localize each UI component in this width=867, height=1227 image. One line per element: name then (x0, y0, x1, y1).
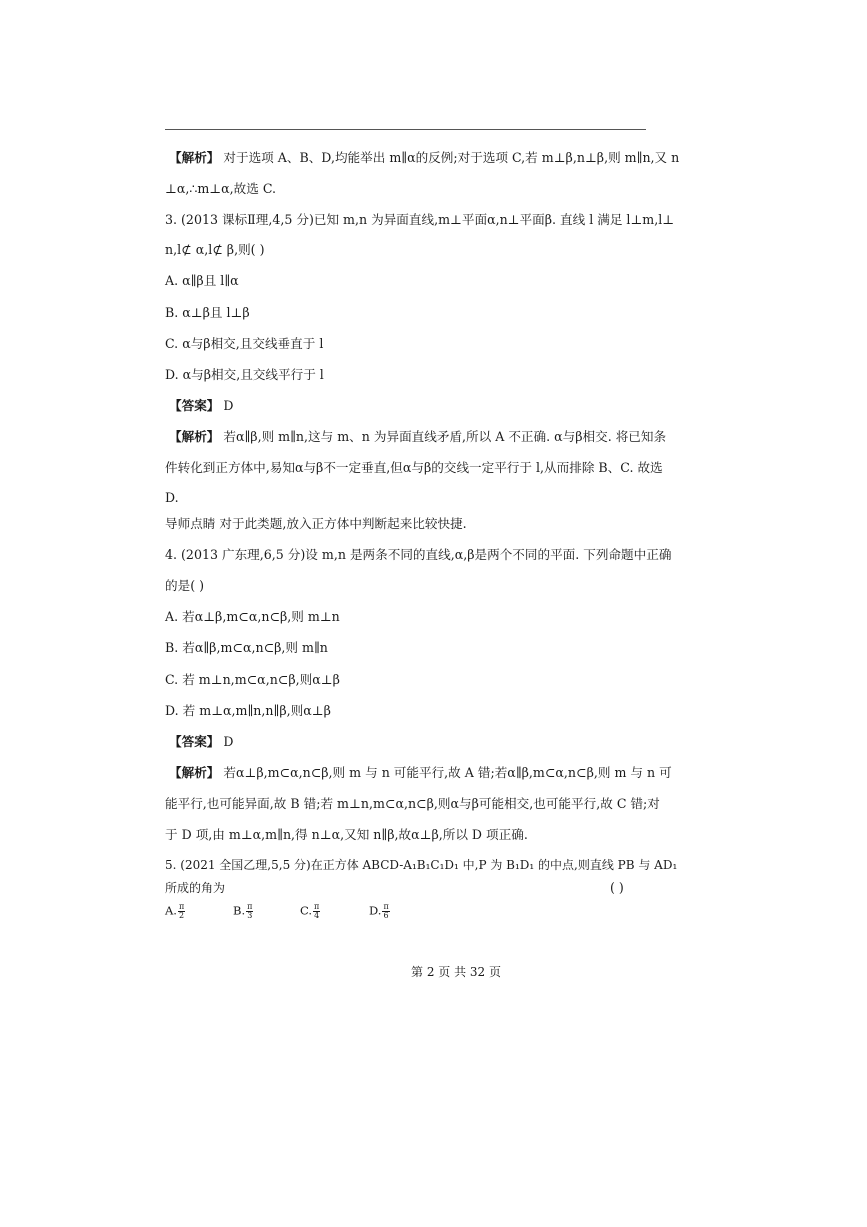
fraction (382, 903, 389, 920)
q5-stem-line-2: 所成的角为 (165, 881, 226, 895)
page-footer: 第 2 页 共 32 页 (411, 965, 501, 979)
q4-option-d: D. 若 m⊥α,m∥n,n∥β,则α⊥β (165, 703, 331, 718)
q2-analysis-line-2: ⊥α,∴m⊥α,故选 C. (165, 181, 277, 196)
q2-analysis-line-1 (169, 150, 679, 166)
q3-stem-line-2: n,l⊄ α,l⊄ β,则( ) (165, 242, 265, 257)
analysis-text: 若α⊥β,m⊂α,n⊂β,则 m 与 n 可能平行,故 A 错;若α∥β,m⊂α,n⊂β,则 m 与 n 可 (219, 765, 672, 780)
fraction-denominator: 2 (179, 911, 185, 920)
fraction-denominator: 3 (247, 911, 253, 920)
q5-answer-paren: ( ) (610, 880, 624, 895)
q3-answer (169, 398, 233, 414)
fraction (313, 903, 320, 920)
q5-option-d (369, 903, 390, 920)
analysis-tag: 【解析】 (169, 765, 220, 780)
fraction-denominator: 6 (383, 911, 389, 920)
option-label: A. (165, 903, 177, 918)
fraction-denominator: 4 (314, 911, 320, 920)
q4-stem-line-1: 4. (2013 广东理,6,5 分)设 m,n 是两条不同的直线,α,β是两个不同的平面. 下列命题中正确 (165, 547, 672, 562)
q5-option-b (233, 903, 253, 920)
q4-analysis-line-1 (169, 765, 672, 781)
q3-analysis-line-2: 件转化到正方体中,易知α与β不一定垂直,但α与β的交线一定平行于 l,从而排除 B、C. 故选 (165, 460, 663, 475)
analysis-text: 若α∥β,则 m∥n,这与 m、n 为异面直线矛盾,所以 A 不正确. α与β相交. 将已知条 (219, 429, 667, 444)
answer-tag: 【答案】 (169, 734, 220, 749)
fraction (246, 903, 253, 920)
q4-option-a: A. 若α⊥β,m⊂α,n⊂β,则 m⊥n (165, 609, 340, 624)
q5-option-c (300, 903, 320, 920)
fraction-numerator: π (247, 902, 253, 911)
q3-option-d: D. α与β相交,且交线平行于 l (165, 367, 324, 382)
answer-value: D (219, 398, 234, 413)
analysis-tag: 【解析】 (169, 150, 220, 165)
q4-stem-line-2: 的是( ) (165, 578, 205, 593)
q4-analysis-line-2: 能平行,也可能异面,故 B 错;若 m⊥n,m⊂α,n⊂β,则α与β可能相交,也可能平行,故 C 错;对 (165, 796, 660, 811)
q4-answer (169, 734, 233, 750)
q3-analysis-line-1 (169, 429, 666, 445)
q4-option-c: C. 若 m⊥n,m⊂α,n⊂β,则α⊥β (165, 672, 340, 687)
fraction (178, 903, 185, 920)
answer-value: D (219, 734, 234, 749)
q4-option-b: B. 若α∥β,m⊂α,n⊂β,则 m∥n (165, 640, 328, 655)
q3-option-a: A. α∥β且 l∥α (165, 273, 239, 288)
q3-analysis-line-3: D. (165, 490, 179, 505)
analysis-text: 对于选项 A、B、D,均能举出 m∥α的反例;对于选项 C,若 m⊥β,n⊥β,则 m∥n,又 n (219, 150, 680, 165)
q5-stem-line-1: 5. (2021 全国乙理,5,5 分)在正方体 ABCD-A₁B₁C₁D₁ 中,P 为 B₁D₁ 的中点,则直线 PB 与 AD₁ (165, 858, 678, 872)
q4-analysis-line-3: 于 D 项,由 m⊥α,m∥n,得 n⊥α,又知 n∥β,故α⊥β,所以 D 项正确. (165, 827, 528, 842)
option-label: D. (369, 903, 382, 918)
option-label: C. (300, 903, 313, 918)
q3-option-b: B. α⊥β且 l⊥β (165, 305, 250, 320)
q5-option-a (165, 903, 185, 920)
option-label: B. (233, 903, 246, 918)
q3-tip: 导师点睛 对于此类题,放入正方体中判断起来比较快捷. (165, 516, 467, 531)
fraction-numerator: π (314, 902, 320, 911)
fraction-numerator: π (383, 902, 389, 911)
header-rule (165, 129, 646, 130)
analysis-tag: 【解析】 (169, 429, 220, 444)
fraction-numerator: π (178, 902, 185, 911)
q3-option-c: C. α与β相交,且交线垂直于 l (165, 336, 324, 351)
answer-tag: 【答案】 (169, 398, 220, 413)
q3-stem-line-1: 3. (2013 课标Ⅱ理,4,5 分)已知 m,n 为异面直线,m⊥平面α,n⊥平面β. 直线 l 满足 l⊥m,l⊥ (165, 212, 675, 227)
